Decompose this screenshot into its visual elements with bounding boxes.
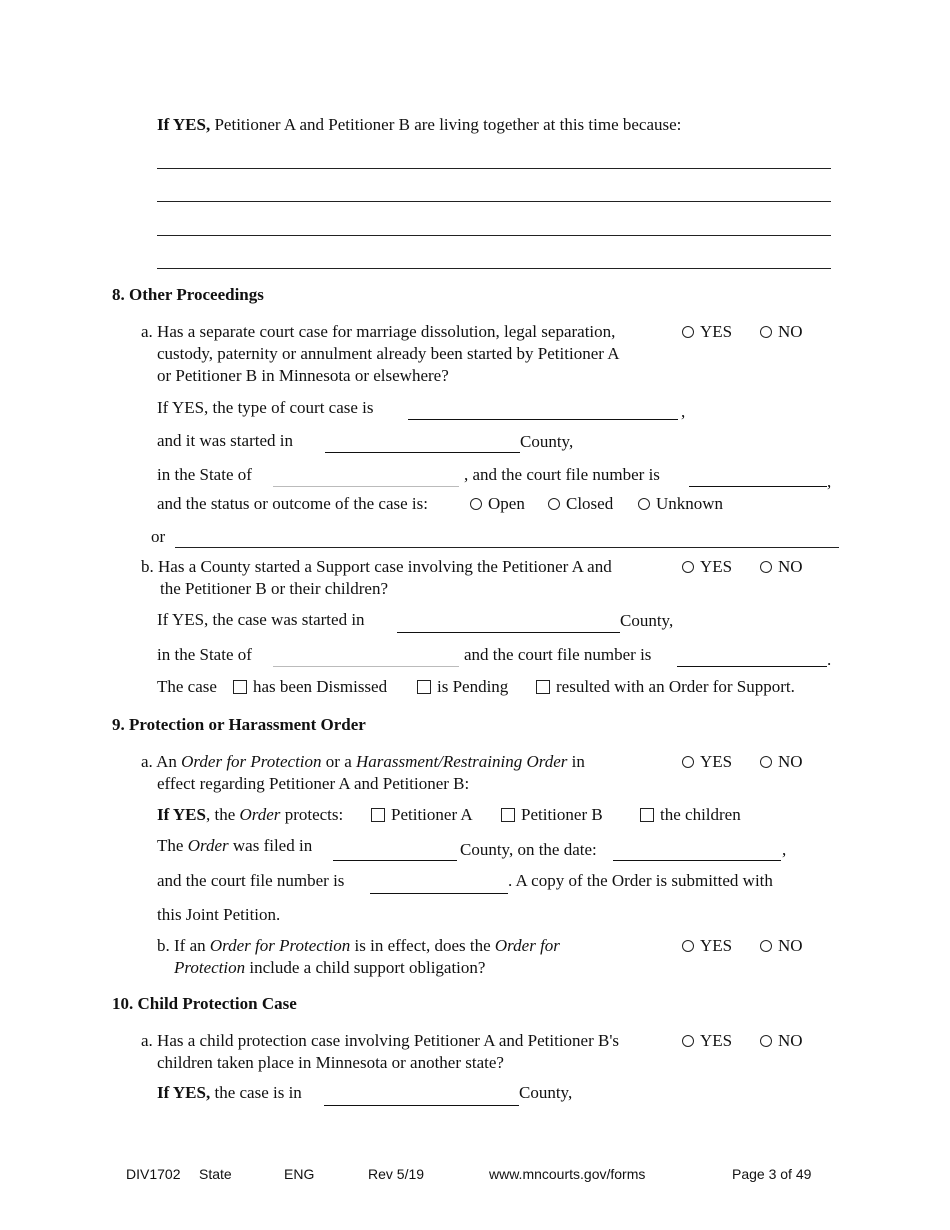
q9b-no-option[interactable]: NO [760, 936, 803, 956]
radio-circle-icon[interactable] [682, 940, 694, 952]
status-open-option[interactable]: Open [470, 494, 525, 514]
q8a-yes-option[interactable]: YES [682, 322, 732, 342]
support-file-label: and the court file number is [464, 645, 652, 664]
support-started-label: If YES, the case was started in [157, 610, 365, 629]
or-label: or [151, 527, 166, 546]
order-file-field[interactable] [370, 893, 508, 894]
radio-circle-icon[interactable] [760, 326, 772, 338]
q10a-line-2: children taken place in Minnesota or another state? [157, 1053, 504, 1072]
status-closed-option[interactable]: Closed [548, 494, 613, 514]
section-8-heading: 8. Other Proceedings [112, 285, 264, 304]
county-label: County, [520, 432, 574, 451]
q9a-yes-option[interactable]: YES [682, 752, 732, 772]
q10a-no-option[interactable]: NO [760, 1031, 803, 1051]
pending-option[interactable]: is Pending [417, 677, 508, 697]
support-state-field[interactable] [273, 666, 459, 667]
order-protects-label: If YES, the Order protects: [157, 805, 344, 824]
reason-line-2[interactable] [157, 201, 831, 202]
q9a-line-2: effect regarding Petitioner A and Petitioner B: [157, 774, 470, 793]
radio-circle-icon[interactable] [760, 561, 772, 573]
footer-language: ENG [284, 1166, 315, 1182]
footer-url-link[interactable]: www.mncourts.gov/forms [489, 1166, 646, 1182]
checkbox-icon[interactable] [233, 680, 247, 694]
q8a-no-option[interactable]: NO [760, 322, 803, 342]
q8b-line-2: the Petitioner B or their children? [160, 579, 389, 598]
case-type-field[interactable] [408, 419, 678, 420]
footer-state: State [199, 1166, 232, 1182]
order-file-label: and the court file number is [157, 871, 345, 890]
started-county-field[interactable] [325, 452, 520, 453]
footer-revision: Rev 5/19 [368, 1166, 425, 1182]
radio-circle-icon[interactable] [682, 756, 694, 768]
q8a-line-2: custody, paternity or annulment already been started by Petitioner A [157, 344, 620, 363]
q8b-line-1: b. Has a County started a Support case involving the Petitioner A and [141, 557, 612, 576]
protects-children-option[interactable]: the children [640, 805, 741, 825]
support-file-period: . [827, 650, 832, 669]
file-number-comma: , [827, 472, 832, 491]
q9b-line-2: Protection include a child support obligation? [174, 958, 486, 977]
order-copy-text-cont: this Joint Petition. [157, 905, 281, 924]
radio-circle-icon[interactable] [760, 1035, 772, 1047]
checkbox-icon[interactable] [371, 808, 385, 822]
checkbox-icon[interactable] [640, 808, 654, 822]
order-county-field[interactable] [333, 860, 457, 861]
reason-line-3[interactable] [157, 235, 831, 236]
cp-county-field[interactable] [324, 1105, 519, 1106]
q9b-yes-option[interactable]: YES [682, 936, 732, 956]
order-filed-label: The Order was filed in [157, 836, 313, 855]
file-number-label: , and the court file number is [464, 465, 660, 484]
q9a-line-1: a. An Order for Protection or a Harassment/Restraining Order in [141, 752, 585, 771]
state-of-label: in the State of [157, 465, 252, 484]
order-date-comma: , [782, 840, 787, 859]
reason-line-4[interactable] [157, 268, 831, 269]
checkbox-icon[interactable] [536, 680, 550, 694]
support-state-label: in the State of [157, 645, 252, 664]
footer-form-number: DIV1702 [126, 1166, 181, 1182]
radio-circle-icon[interactable] [682, 326, 694, 338]
living-together-question [157, 115, 681, 135]
case-type-label: If YES, the type of court case is [157, 398, 374, 417]
q8b-yes-option[interactable]: YES [682, 557, 732, 577]
q8a-line-1: a. Has a separate court case for marriage dissolution, legal separation, [141, 322, 616, 341]
radio-circle-icon[interactable] [470, 498, 482, 510]
started-in-label: and it was started in [157, 431, 293, 450]
living-together-text: Petitioner A and Petitioner B are living together at this time because: [210, 115, 682, 134]
protects-petitioner-b-option[interactable]: Petitioner B [501, 805, 603, 825]
q10a-yes-option[interactable]: YES [682, 1031, 732, 1051]
checkbox-icon[interactable] [501, 808, 515, 822]
q9b-line-1: b. If an Order for Protection is in effect, does the Order for [157, 936, 560, 955]
support-order-option[interactable]: resulted with an Order for Support. [536, 677, 795, 697]
section-9-heading: 9. Protection or Harassment Order [112, 715, 366, 734]
radio-circle-icon[interactable] [682, 561, 694, 573]
checkbox-icon[interactable] [417, 680, 431, 694]
radio-circle-icon[interactable] [682, 1035, 694, 1047]
dismissed-option[interactable]: has been Dismissed [233, 677, 387, 697]
file-number-field[interactable] [689, 486, 827, 487]
support-county-field[interactable] [397, 632, 620, 633]
status-unknown-option[interactable]: Unknown [638, 494, 723, 514]
q8a-line-3: or Petitioner B in Minnesota or elsewhere? [157, 366, 449, 385]
status-other-field[interactable] [175, 547, 839, 548]
support-county-label: County, [620, 611, 674, 630]
radio-circle-icon[interactable] [638, 498, 650, 510]
radio-circle-icon[interactable] [548, 498, 560, 510]
support-file-field[interactable] [677, 666, 827, 667]
footer-page-number: Page 3 of 49 [732, 1166, 812, 1182]
case-label: The case [157, 677, 217, 696]
protects-petitioner-a-option[interactable]: Petitioner A [371, 805, 473, 825]
q9a-no-option[interactable]: NO [760, 752, 803, 772]
status-label: and the status or outcome of the case is: [157, 494, 428, 513]
if-yes-label: If YES, [157, 115, 211, 134]
radio-circle-icon[interactable] [760, 940, 772, 952]
section-10-heading: 10. Child Protection Case [112, 994, 297, 1013]
cp-county-label: County, [519, 1083, 573, 1102]
county-on-date-label: County, on the date: [460, 840, 597, 859]
state-field[interactable] [273, 486, 459, 487]
radio-circle-icon[interactable] [760, 756, 772, 768]
q10a-line-1: a. Has a child protection case involving Petitioner A and Petitioner B's [141, 1031, 620, 1050]
order-copy-text: . A copy of the Order is submitted with [508, 871, 773, 890]
q8b-no-option[interactable]: NO [760, 557, 803, 577]
cp-case-in-label: If YES, the case is in [157, 1083, 302, 1102]
case-type-comma: , [681, 402, 686, 421]
order-date-field[interactable] [613, 860, 781, 861]
reason-line-1[interactable] [157, 168, 831, 169]
